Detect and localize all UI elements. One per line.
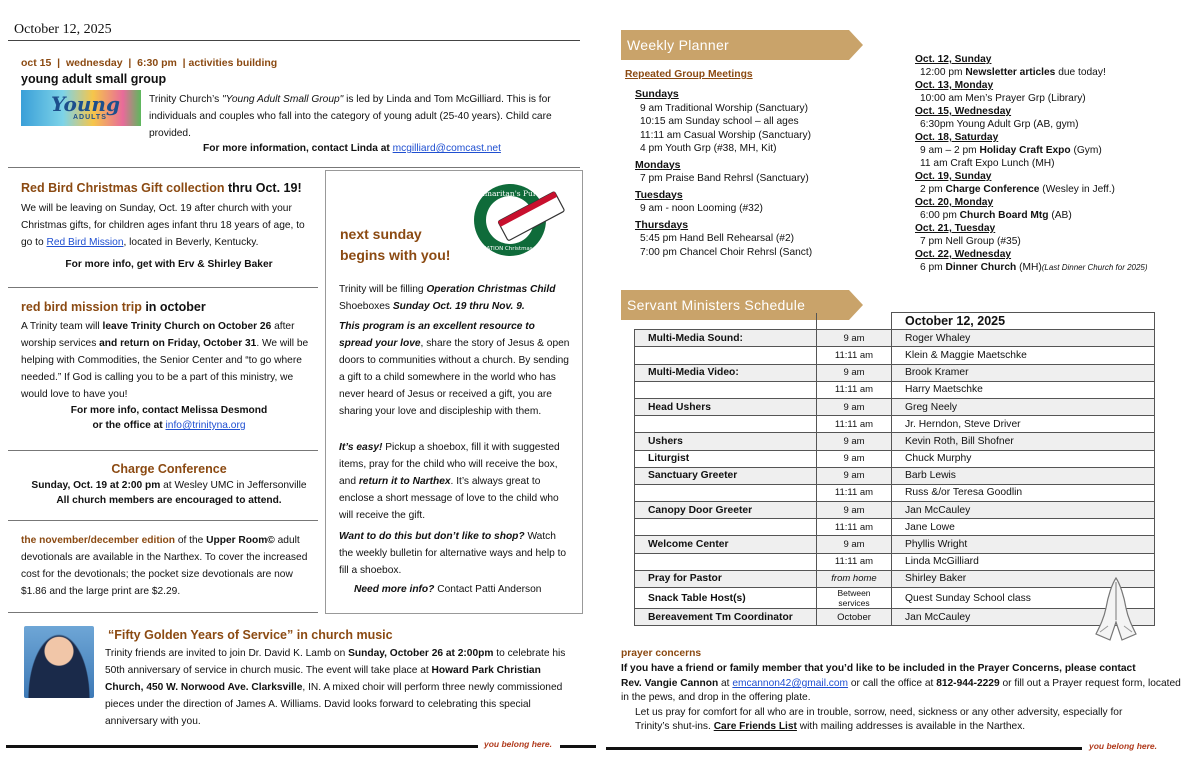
sched-row: [635, 484, 1155, 501]
logo-bottom-text: OPERATION Christmas Child: [471, 246, 549, 252]
red-bird-title: [21, 181, 302, 195]
sched-row: [635, 364, 1155, 381]
divider-4: [8, 520, 318, 521]
mission-body-1: A Trinity team will: [21, 321, 103, 332]
sched-time: from home: [817, 570, 892, 587]
event-line: [915, 183, 1195, 196]
sb-p2-b: , share the story of Jesus & open doors to communities without a church. By sending a gift to a child somewhere in the world who has never heard of Jesus or received a gift, you are sharing your love and discipleship with them.: [339, 338, 570, 417]
sched-row: [635, 330, 1155, 347]
prayer-line-1: If you have a friend or family member that you’d like to be included in the Prayer Concerns, please contact: [621, 663, 1136, 674]
sched-row: [635, 536, 1155, 553]
sched-row: [635, 609, 1155, 626]
repeated-groups: [635, 88, 905, 259]
sched-name: Phyllis Wright: [892, 536, 1155, 553]
prayer-p2c: with mailing addresses is available in the Narthex.: [796, 721, 1026, 732]
event-text-b: Newsletter articles: [965, 67, 1056, 78]
servant-schedule-banner: Servant Ministers Schedule: [621, 290, 849, 320]
sched-role: [635, 416, 817, 433]
mission-contact-2-text: or the office at: [92, 420, 166, 431]
sched-time: 9 am: [817, 450, 892, 467]
sched-time: Between services: [817, 588, 892, 609]
prayer-para-2: [635, 706, 1155, 734]
lamb-portrait: [24, 626, 94, 698]
event-line: [915, 66, 1195, 79]
sched-role: [635, 553, 817, 570]
event-text-d: (Last Dinner Church for 2025): [1041, 263, 1148, 272]
event-text-c: due today!: [1055, 67, 1106, 78]
upper-room-text: adult devotionals are available in the Narthex. To cover the increased cost for the devotionals; the pocket size devotionals are now $1.86 and the large print are $2.29.: [21, 535, 308, 597]
event-date: Oct. 15, Wednesday: [915, 106, 1012, 117]
care-friends-list: Care Friends List: [713, 721, 797, 732]
golden-b5: , IN. A mixed choir will perform three newly commissioned pieces under the direction of James A. Williams. David looks forward to celebrating this special anniversary with you.: [105, 682, 563, 727]
sched-name: Shirley Baker: [892, 570, 1155, 587]
sched-role: Ushers: [635, 433, 817, 450]
ya-contact-text: For more information, contact Linda at: [203, 143, 393, 154]
charge-conf-line1: [21, 480, 317, 491]
prayer-title: prayer concerns: [621, 648, 702, 659]
repeated-meetings-title: Repeated Group Meetings: [625, 69, 753, 80]
sched-header-blank-2: [817, 313, 892, 330]
sched-role: [635, 484, 817, 501]
golden-body: [105, 645, 577, 730]
group-day: Mondays: [635, 158, 681, 171]
event-text-c: (AB): [1048, 210, 1072, 221]
sched-header-blank-1: [635, 313, 817, 330]
sched-role: [635, 347, 817, 364]
mission-trip-title: [21, 300, 206, 314]
group-day: Sundays: [635, 88, 679, 100]
charge-conf-line2: All church members are encouraged to attend.: [56, 495, 282, 506]
event-date: Oct. 20, Monday: [915, 197, 994, 208]
sb-p1-b: Operation Christmas Child: [426, 284, 556, 295]
upper-room-t2: of the: [174, 535, 207, 546]
header-rule: [8, 40, 580, 41]
sched-time: 9 am: [817, 433, 892, 450]
sched-name: Greg Neely: [892, 398, 1155, 415]
event-line: [915, 144, 1195, 157]
shoebox-p4: [339, 528, 571, 579]
charge-line1-b: at Wesley UMC in Jeffersonville: [160, 480, 307, 491]
red-bird-title-b: thru Oct. 19!: [224, 181, 302, 195]
sched-row: [635, 467, 1155, 484]
mission-body-2: leave Trinity Church on October 26: [102, 321, 272, 332]
ya-body-quote: "Young Adult Small Group": [222, 94, 344, 105]
event-date: Oct. 21, Tuesday: [915, 223, 996, 234]
sched-role: Canopy Door Greeter: [635, 502, 817, 519]
group-day: Thursdays: [635, 218, 689, 231]
sched-row: [635, 588, 1155, 609]
mission-body-5: . We will be helping with Commodities, the Senior Center and “to go where needed.” If God is calling you to be a part of this ministry, we would love to have you!: [21, 338, 309, 400]
red-bird-body: [21, 200, 317, 251]
footer-tag-right: you belong here.: [1089, 741, 1158, 751]
operation-christmas-child-logo: [470, 178, 574, 264]
sched-name: Roger Whaley: [892, 330, 1155, 347]
event-date: Oct. 19, Sunday: [915, 171, 992, 182]
golden-b1: Trinity friends are invited to join Dr. David K. Lamb on: [105, 648, 349, 659]
sched-time: 9 am: [817, 330, 892, 347]
event-line: [915, 235, 1195, 248]
sched-time: 9 am: [817, 536, 892, 553]
sched-name: Kevin Roth, Bill Shofner: [892, 433, 1155, 450]
mission-title-b: in october: [141, 300, 206, 314]
golden-title: “Fifty Golden Years of Service” in church music: [108, 628, 393, 642]
event-date: Oct. 13, Monday: [915, 80, 994, 91]
sched-name: Russ &/or Teresa Goodlin: [892, 484, 1155, 501]
shoebox-p5: [354, 584, 574, 595]
sb-p4-a: Want to do this but don’t like to shop?: [339, 531, 525, 542]
upper-room-title: the november/december edition: [21, 535, 175, 546]
young-image-text: Young: [51, 92, 120, 116]
event-line: [915, 261, 1195, 274]
divider-5: [8, 612, 318, 613]
event-text-c: (Gym): [1070, 145, 1102, 156]
sched-time: 9 am: [817, 502, 892, 519]
shoebox-heading-2: begins with you!: [340, 247, 451, 263]
prayer-phone: 812-944-2229: [936, 678, 1000, 689]
group-item: 9 am - noon Looming (#32): [640, 203, 763, 214]
sb-p1-c: Shoeboxes: [339, 301, 393, 312]
sched-role: [635, 381, 817, 398]
sched-name: Chuck Murphy: [892, 450, 1155, 467]
sb-p3-a: It’s easy!: [339, 442, 383, 453]
event-line-2: 11 am Craft Expo Lunch (MH): [920, 158, 1055, 169]
event-text-a: 12:00 pm: [920, 67, 966, 78]
young-adult-contact: [203, 143, 501, 154]
sched-time: 9 am: [817, 467, 892, 484]
sched-name: Jan McCauley: [892, 502, 1155, 519]
event-text-b: Charge Conference: [945, 184, 1040, 195]
dated-events: [915, 53, 1195, 274]
event-text-b: Dinner Church: [945, 262, 1017, 273]
logo-top-text: Samaritan's Purse: [475, 189, 545, 198]
group-item: 11:11 am Casual Worship (Sanctuary): [640, 129, 811, 141]
shoebox-p1: [339, 281, 571, 315]
divider-2: [8, 287, 318, 288]
sb-p3-c: return it to Narthex: [358, 476, 451, 487]
event-text-a: 9 am – 2 pm: [920, 145, 980, 156]
ya-body-b: is led by Linda and Tom McGilliard. This is for individuals and couples who fall into the category of young adult (25-40 years). Child care provided.: [149, 94, 552, 139]
sb-p4-b: Watch the weekly bulletin for alternative ways and help to fill a shoebox.: [339, 531, 567, 576]
sched-name: Quest Sunday School class: [892, 588, 1155, 609]
sched-time: 11:11 am: [817, 519, 892, 536]
sb-p1-d: Sunday Oct. 19 thru Nov. 9.: [392, 301, 525, 312]
young-adult-meta: oct 15 | wednesday | 6:30 pm | activities building: [21, 57, 278, 69]
group-item: 7 pm Praise Band Rehrsl (Sanctuary): [640, 173, 809, 184]
sched-role: Snack Table Host(s): [635, 588, 817, 609]
event-text-c: (MH): [1016, 262, 1042, 273]
sched-role: Bereavement Tm Coordinator: [635, 609, 817, 626]
event-date: Oct. 22, Wednesday: [915, 249, 1012, 260]
event-text-b: Holiday Craft Expo: [979, 145, 1071, 156]
sched-row: [635, 433, 1155, 450]
sched-name: Linda McGilliard: [892, 553, 1155, 570]
sched-time: 11:11 am: [817, 553, 892, 570]
sched-role: Welcome Center: [635, 536, 817, 553]
sched-role: Liturgist: [635, 450, 817, 467]
sched-role: Sanctuary Greeter: [635, 467, 817, 484]
red-bird-body-b: , located in Beverly, Kentucky.: [123, 237, 259, 248]
event-text-a: 6:00 pm: [920, 210, 960, 221]
golden-b2: Sunday, October 26 at 2:00pm: [348, 648, 494, 659]
sb-p3-b: Pickup a shoebox, fill it with suggested items, pray for the child who will receive the box, and: [339, 442, 560, 487]
sb-p5-a: Need more info?: [354, 584, 435, 595]
group-item: 9 am Traditional Worship (Sanctuary): [640, 102, 808, 114]
event-line: [915, 209, 1195, 222]
footer-line-left-b: [560, 745, 596, 748]
group-item: 10:15 am Sunday school – all ages: [640, 116, 799, 127]
mission-trip-body: [21, 318, 317, 403]
sched-date: October 12, 2025: [892, 313, 1155, 330]
mission-body-3: after worship services: [21, 321, 295, 349]
sched-time: October: [817, 609, 892, 626]
event-text-a: 6:30pm Young Adult Grp (AB, gym): [920, 119, 1079, 130]
prayer-l2b: at: [718, 678, 733, 689]
sched-name: Klein & Maggie Maetschke: [892, 347, 1155, 364]
servant-schedule-table: [634, 312, 1155, 626]
event-text-b: Church Board Mtg: [959, 210, 1049, 221]
sb-p3-d: . It’s always great to enclose a short message of love to the child who will receive the gift.: [339, 476, 559, 521]
sched-time: 11:11 am: [817, 484, 892, 501]
prayer-p2a: Let us pray for comfort for all who are in trouble, sorrow, need, sickness or any other adversity, especially for Trinity’s shut-ins.: [635, 707, 1123, 732]
mission-contact-2: [21, 420, 317, 431]
sched-role: Multi-Media Sound:: [635, 330, 817, 347]
sched-time: 9 am: [817, 364, 892, 381]
ya-email-link[interactable]: mcgilliard@comcast.net: [392, 143, 501, 154]
mission-title-a: red bird mission trip: [21, 300, 142, 314]
sched-row: [635, 398, 1155, 415]
young-adult-title: young adult small group: [21, 72, 167, 86]
praying-hands-icon: [1090, 574, 1144, 646]
prayer-l2c: or call the office at: [848, 678, 937, 689]
footer-tag-left: you belong here.: [484, 739, 553, 749]
sched-time: 11:11 am: [817, 416, 892, 433]
golden-b4: Howard Park Christian Church, 450 W. Norwood Ave. Clarksville: [105, 665, 541, 693]
weekly-planner-banner: Weekly Planner: [621, 30, 849, 60]
mission-body-4: and return on Friday, October 31: [99, 338, 257, 349]
sched-header-row: [635, 313, 1155, 330]
event-text-a: 2 pm: [920, 184, 946, 195]
shoebox-heading-1: next sunday: [340, 226, 422, 242]
red-bird-link[interactable]: Red Bird Mission: [46, 237, 124, 248]
charge-line1-a: Sunday, Oct. 19 at 2:00 pm: [31, 480, 161, 491]
group-day: Tuesdays: [635, 188, 683, 201]
group-item: 5:45 pm Hand Bell Rehearsal (#2): [640, 233, 795, 244]
sched-name: Jane Lowe: [892, 519, 1155, 536]
divider-1: [8, 167, 580, 168]
group-item: 7:00 pm Chancel Choir Rehrsl (Sanct): [640, 246, 813, 258]
event-text-c: (Wesley in Jeff.): [1039, 184, 1115, 195]
sched-name: Jan McCauley: [892, 609, 1155, 626]
sched-role: Head Ushers: [635, 398, 817, 415]
event-line: [915, 118, 1195, 131]
sched-role: Multi-Media Video:: [635, 364, 817, 381]
sched-role: Pray for Pastor: [635, 570, 817, 587]
footer-line-left-a: [6, 745, 478, 748]
sb-p2-a: This program is an excellent resource to spread your love: [339, 321, 535, 349]
sched-name: Brook Kramer: [892, 364, 1155, 381]
shoebox-p3: [339, 439, 571, 524]
event-text-a: 6 pm: [920, 262, 946, 273]
red-bird-body-a: We will be leaving on Sunday, Oct. 19 after church with your Christmas gifts, for children ages infant thru 18 years of age, to go to: [21, 203, 305, 248]
event-date: Oct. 12, Sunday: [915, 54, 992, 65]
sb-p5-b: Contact Patti Anderson: [434, 584, 542, 595]
sched-row: [635, 347, 1155, 364]
adults-image-text: ADULTS: [73, 114, 107, 121]
upper-room-t3: Upper Room©: [206, 535, 275, 546]
mission-email-link[interactable]: info@trinityna.org: [165, 420, 246, 431]
shoebox-p2: [339, 318, 571, 420]
sched-row: [635, 570, 1155, 587]
date-header: October 12, 2025: [14, 22, 112, 37]
sched-time: 9 am: [817, 398, 892, 415]
sched-name: Harry Maetschke: [892, 381, 1155, 398]
sched-name: Barb Lewis: [892, 467, 1155, 484]
prayer-l2d: or fill out a Prayer request form, located in the pews, and drop in the offering plate.: [621, 678, 1181, 703]
footer-line-right-a: [606, 747, 1082, 750]
red-bird-title-a: Red Bird Christmas Gift collection: [21, 181, 225, 195]
sched-row: [635, 450, 1155, 467]
sched-time: 11:11 am: [817, 347, 892, 364]
sched-row: [635, 553, 1155, 570]
golden-b3: to celebrate his 50th anniversary of service in church music. The event will take place at: [105, 648, 566, 676]
prayer-line-2: [621, 677, 1183, 705]
sched-row: [635, 416, 1155, 433]
sched-time: 11:11 am: [817, 381, 892, 398]
sched-name: Jr. Herndon, Steve Driver: [892, 416, 1155, 433]
sched-row: [635, 519, 1155, 536]
ya-body-a: Trinity Church’s: [149, 94, 223, 105]
event-date: Oct. 18, Saturday: [915, 132, 999, 143]
prayer-l2a: Rev. Vangie Cannon: [621, 678, 719, 689]
young-adults-image: [21, 90, 141, 126]
divider-3: [8, 450, 318, 451]
sched-row: [635, 381, 1155, 398]
event-text-a: 10:00 am Men’s Prayer Grp (Library): [920, 93, 1086, 104]
group-item: 4 pm Youth Grp (#38, MH, Kit): [640, 143, 777, 154]
red-bird-contact: For more info, get with Erv & Shirley Baker: [65, 259, 273, 270]
sb-p1-a: Trinity will be filling: [339, 284, 427, 295]
young-adult-body: [149, 91, 577, 142]
event-line: [915, 92, 1195, 105]
prayer-email-link[interactable]: emcannon42@gmail.com: [732, 678, 849, 689]
mission-contact-1: For more info, contact Melissa Desmond: [70, 405, 268, 416]
charge-conf-title: Charge Conference: [111, 462, 227, 476]
sched-row: [635, 502, 1155, 519]
upper-room-body: [21, 532, 317, 600]
event-text-a: 7 pm Nell Group (#35): [920, 236, 1021, 247]
sched-role: [635, 519, 817, 536]
